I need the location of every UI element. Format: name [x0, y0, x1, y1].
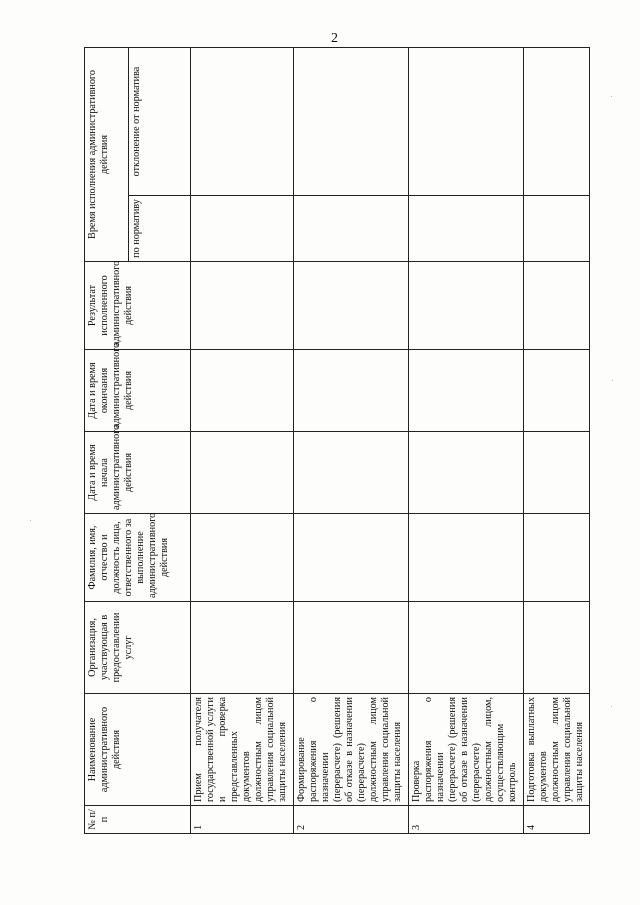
row-num: 2 — [293, 806, 408, 834]
cell-person — [523, 514, 589, 602]
cell-start — [408, 432, 523, 514]
cell-person — [191, 514, 294, 602]
scan-speck — [30, 520, 31, 521]
cell-person — [293, 514, 408, 602]
cell-time-dev — [523, 48, 589, 196]
table-row — [293, 48, 408, 834]
header-time-group: Время исполнения административного действия — [85, 48, 129, 262]
cell-time-dev — [408, 48, 523, 196]
cell-end — [523, 350, 589, 432]
cell-end — [191, 350, 294, 432]
row-name: Подготовка выплатных документов должностным лицом управления социальной защиты населения — [523, 694, 589, 806]
cell-start — [191, 432, 294, 514]
table-row — [191, 48, 294, 834]
header-num: № п/п — [85, 806, 191, 834]
cell-time-dev — [191, 48, 294, 196]
cell-person — [408, 514, 523, 602]
row-name: Проверка распоряжения о назначении (перерасчете) (решения об отказе в назначении (перерасчете) должностным лицом, осуществляющим контроль — [408, 694, 523, 806]
row-num: 4 — [523, 806, 589, 834]
cell-end — [408, 350, 523, 432]
cell-time-norm — [191, 196, 294, 262]
cell-time-norm — [293, 196, 408, 262]
cell-org — [523, 602, 589, 694]
row-num: 3 — [408, 806, 523, 834]
cell-time-norm — [523, 196, 589, 262]
scan-speck — [611, 96, 612, 97]
header-time-norm: по нормативу — [129, 196, 191, 262]
row-name: Формирование распоряжения о назначении (перерасчете) (решения об отказе в назначении (перерасчете) должностным лицом управления социальной защиты населения — [293, 694, 408, 806]
row-num: 1 — [191, 806, 294, 834]
cell-result — [293, 262, 408, 350]
table-row — [408, 48, 523, 834]
header-result: Результат исполненного административного действия — [85, 262, 191, 350]
cell-org — [293, 602, 408, 694]
header-person: Фамилия, имя, отчество и должность лица, ответственного за выполнение административного действия — [85, 514, 191, 602]
header-time-dev: отклонение от норматива — [129, 48, 191, 196]
admin-actions-table — [84, 47, 590, 834]
cell-result — [408, 262, 523, 350]
header-name: Наименование административного действия — [85, 694, 191, 806]
header-row-top — [85, 48, 129, 834]
cell-start — [293, 432, 408, 514]
rotated-table-container — [84, 48, 590, 834]
cell-result — [191, 262, 294, 350]
row-name: Прием получателя государственной услуги и проверка представленных документов должностным лицом управления социальной защиты населения — [191, 694, 294, 806]
cell-time-dev — [293, 48, 408, 196]
cell-time-norm — [408, 196, 523, 262]
page-number: 2 — [331, 31, 338, 46]
cell-org — [408, 602, 523, 694]
table-row — [523, 48, 589, 834]
header-org: Организация, участвующая в предоставлении услуг — [85, 602, 191, 694]
header-start: Дата и время начала административного действия — [85, 432, 191, 514]
cell-org — [191, 602, 294, 694]
cell-result — [523, 262, 589, 350]
cell-start — [523, 432, 589, 514]
cell-end — [293, 350, 408, 432]
scan-speck — [611, 706, 612, 707]
scan-speck — [612, 380, 613, 381]
header-end: Дата и время окончания административного действия — [85, 350, 191, 432]
